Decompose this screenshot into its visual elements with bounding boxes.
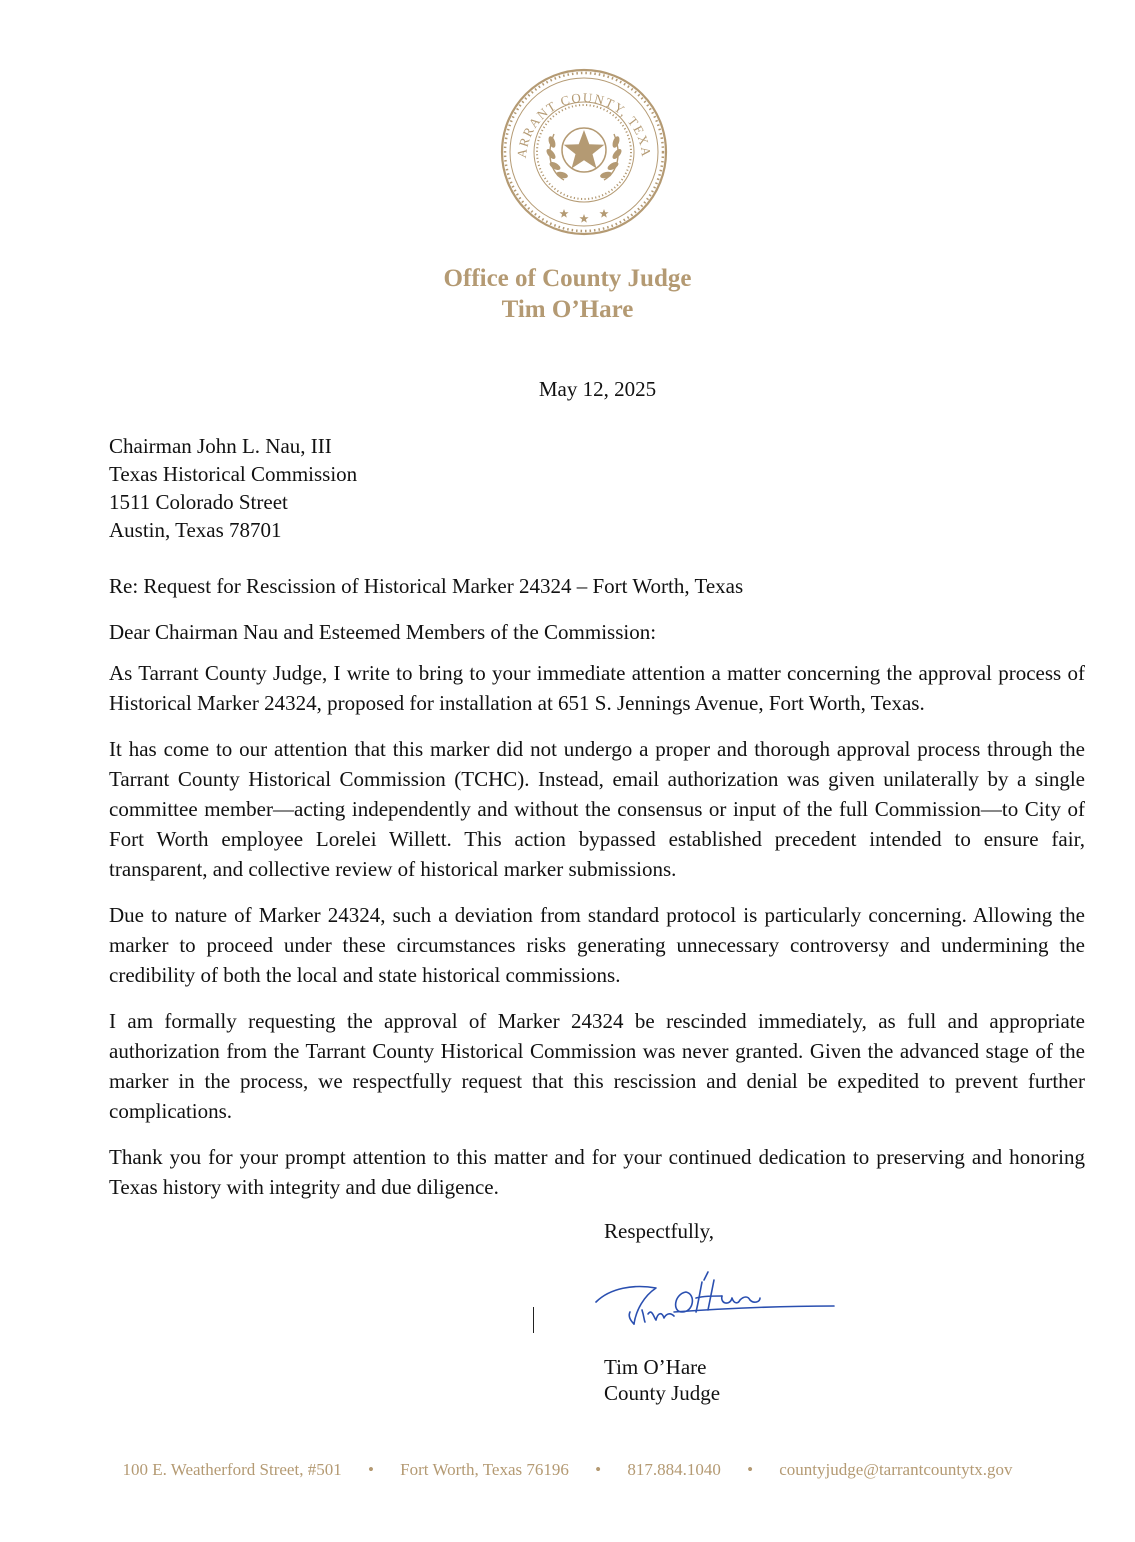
handwritten-signature — [590, 1266, 840, 1334]
letterhead-footer — [0, 1460, 1135, 1480]
footer-address: 100 E. Weatherford Street, #501 — [122, 1460, 342, 1479]
recipient-address — [109, 432, 357, 544]
svg-text:TARRANT COUNTY, TEXAS: ARRANT COUNTY, TEXA — [513, 89, 655, 159]
closing: Respectfully, — [604, 1219, 715, 1243]
county-seal — [500, 68, 668, 236]
body-paragraph: Thank you for your prompt attention to this matter and for your continued dedication to preserving and honoring Texas history with integrity and due diligence. — [109, 1145, 1085, 1199]
office-holder-name: Tim O’Hare — [501, 296, 634, 323]
footer-city: Fort Worth, Texas 76196 — [400, 1460, 569, 1479]
body-paragraph: As Tarrant County Judge, I write to bring to your immediate attention a matter concerning the approval process of Historical Marker 24324, proposed for installation at 651 S. Jennings Avenue, Fort Worth, Texas. — [109, 661, 1085, 715]
footer-separator: • — [595, 1460, 602, 1479]
salutation: Dear Chairman Nau and Esteemed Members of the Commission: — [109, 620, 657, 644]
footer-phone: 817.884.1040 — [627, 1460, 721, 1479]
star-seal-icon — [500, 68, 668, 236]
recipient-city: Austin, Texas 78701 — [109, 518, 282, 542]
recipient-name: Chairman John L. Nau, III — [109, 434, 332, 458]
text-cursor — [533, 1307, 534, 1333]
footer-separator: • — [367, 1460, 374, 1479]
letter-date: May 12, 2025 — [538, 377, 657, 401]
footer-email: countyjudge@tarrantcountytx.gov — [779, 1460, 1013, 1479]
body-paragraph: Due to nature of Marker 24324, such a deviation from standard protocol is particularly concerning. Allowing the marker to proceed under these circumstances risks generating unnecessary controversy and undermining the credibility of both the local and state historical commissions. — [109, 903, 1085, 987]
office-title: Office of County Judge — [443, 265, 692, 292]
signer-block — [604, 1354, 720, 1406]
signer-title: County Judge — [604, 1381, 721, 1405]
body-paragraph: I am formally requesting the approval of Marker 24324 be rescinded immediately, as full and appropriate authorization from the Tarrant County Historical Commission was never granted. Given the advanced stage of the marker in the process, we respectfully request that this rescission and denial be expedited to prevent further complications. — [109, 1009, 1085, 1123]
body-paragraph: It has come to our attention that this marker did not undergo a proper and thorough approval process through the Tarrant County Historical Commission (TCHC). Instead, email authorization was given unilaterally by a single committee member—acting independently and without the consensus or input of the full Commission—to City of Fort Worth employee Lorelei Willett. This action bypassed established precedent intended to ensure fair, transparent, and collective review of historical marker submissions. — [109, 737, 1085, 881]
subject-line: Re: Request for Rescission of Historical Marker 24324 – Fort Worth, Texas — [109, 574, 744, 598]
signer-name: Tim O’Hare — [604, 1355, 707, 1379]
recipient-organization: Texas Historical Commission — [109, 462, 358, 486]
footer-separator: • — [747, 1460, 754, 1479]
recipient-street: 1511 Colorado Street — [109, 490, 288, 514]
